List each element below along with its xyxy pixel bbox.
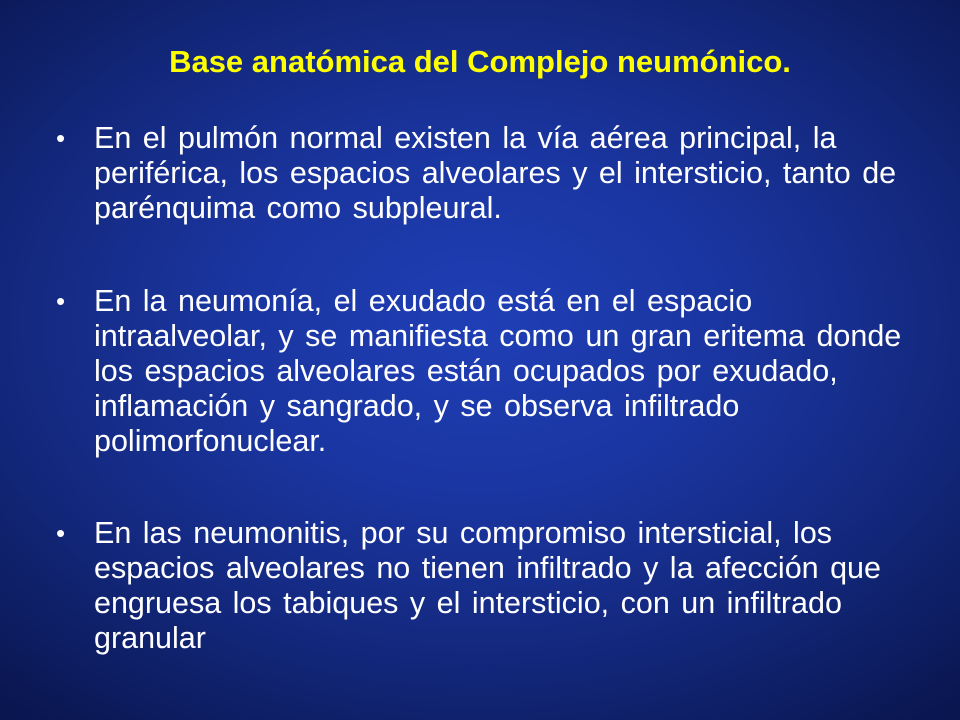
bullet-text: En el pulmón normal existen la vía aérea principal, la periférica, los espacios alveolares y el intersticio, tanto de parénquima como subpleural. (94, 121, 897, 225)
bullet-icon: • (56, 123, 66, 153)
bullet-item-pneumonia (56, 284, 936, 459)
bullet-text: En las neumonitis, por su compromiso intersticial, los espacios alveolares no tienen infiltrado y la afección que engruesa los tabiques y el intersticio, con un infiltrado granular (94, 516, 881, 655)
bullet-icon: • (56, 286, 66, 316)
bullet-item-normal-lung (56, 121, 936, 226)
bullet-text: En la neumonía, el exudado está en el espacio intraalveolar, y se manifiesta como un gran eritema donde los espacios alveolares están ocupados por exudado, inflamación y sangrado, y se observa infiltrado polimorfonuclear. (94, 284, 902, 458)
slide-title: Base anatómica del Complejo neumónico. (169, 44, 791, 79)
bullet-icon: • (56, 518, 66, 548)
bullet-item-pneumonitis (56, 516, 936, 656)
